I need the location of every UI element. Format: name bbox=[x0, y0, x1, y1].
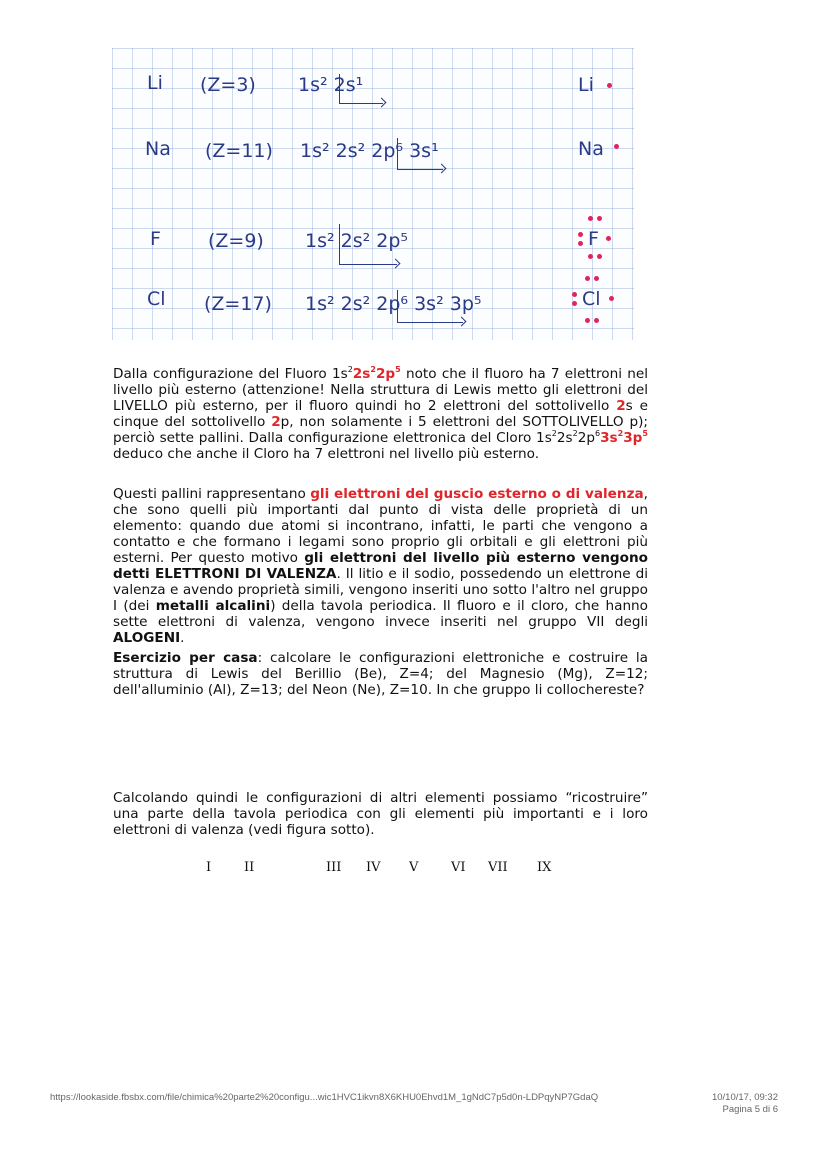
fig-li-symbol: Li bbox=[147, 72, 163, 94]
fig-cl-config: 1s² 2s² 2p⁶ 3s² 3p⁵ bbox=[305, 293, 482, 315]
fig-f-lewis: F bbox=[588, 228, 599, 250]
footer-url: https://lookaside.fbsbx.com/file/chimica%20parte2%20configu...wic1HVC1ikvn8X6KHU0Ehvd1M_1gNdC7p5d0n-LDPqyNP7GdaQ bbox=[50, 1092, 599, 1103]
group-label: IX bbox=[537, 860, 552, 875]
fig-li-z: (Z=3) bbox=[200, 74, 256, 96]
group-label: IV bbox=[366, 860, 381, 875]
group-label: III bbox=[326, 860, 342, 875]
lewis-dot bbox=[614, 144, 619, 149]
group-label: II bbox=[244, 860, 255, 875]
fig-na-config: 1s² 2s² 2p⁶ 3s¹ bbox=[300, 140, 439, 162]
group-label: VII bbox=[488, 860, 508, 875]
paragraph-valenza: Questi pallini rappresentano gli elettroni del guscio esterno o di valenza, che sono quelli più importanti dal punto di vista delle proprietà di un elemento: quando due atomi si incontrano, infatti, le parti che vengono a contatto e che formano i legami sono proprio gli orbitali e gli elettroni più esterni. Per questo motivo gli elettroni del livello più esterno vengono detti ELETTRONI DI VALENZA. Il litio e il sodio, possedendo un elettrone di valenza e avendo proprietà simili, vengono inseriti uno sotto l'altro nel gruppo I (dei metalli alcalini) della tavola periodica. Il fluoro e il cloro, che hanno sette elettroni di valenza, vengono invece inseriti nel gruppo VII degli ALOGENI. bbox=[113, 486, 649, 646]
fig-na-lewis: Na bbox=[578, 138, 604, 160]
group-label: VI bbox=[451, 860, 466, 875]
fig-cl-symbol: Cl bbox=[147, 288, 166, 310]
group-label: I bbox=[206, 860, 212, 875]
fig-cl-lewis: Cl bbox=[582, 288, 601, 310]
group-label: V bbox=[409, 860, 419, 875]
fig-li-arrow bbox=[339, 74, 340, 104]
paragraph-fluoro-cloro: Dalla configurazione del Fluoro $1s^22s^22p^5$ noto che il fluoro ha 7 elettroni nel livello più esterno (attenzione! Nella struttura di Lewis metto gli elettroni del LIVELLO più esterno, per il fluoro quindi ho 2 elettroni del sottolivello 2s e cinque del sottolivello 2p, non solamente i 5 elettroni del SOTTOLIVELLO p); perciò sette pallini. Dalla configurazione elettronica del Cloro $1s^22s^22p^63s^23p^5$ deduco che anche il Cloro ha 7 elettroni nel livello più esterno. bbox=[113, 365, 648, 462]
fig-li-config: 1s² 2s¹ bbox=[298, 74, 364, 96]
fig-li-lewis: Li bbox=[578, 74, 594, 96]
fig-na-z: (Z=11) bbox=[205, 140, 273, 162]
lewis-dot bbox=[607, 83, 612, 88]
fig-na-symbol: Na bbox=[145, 138, 171, 160]
fig-f-symbol: F bbox=[150, 228, 161, 250]
fig-cl-z: (Z=17) bbox=[204, 293, 272, 315]
footer-datetime: 10/10/17, 09:32 bbox=[711, 1092, 778, 1103]
paragraph-tavola: Calcolando quindi le configurazioni di altri elementi possiamo “ricostruire” una parte della tavola periodica con gli elementi più importanti e i loro elettroni di valenza (vedi figura sotto). bbox=[113, 790, 648, 838]
fig-f-config: 1s² 2s² 2p⁵ bbox=[305, 230, 409, 252]
paragraph-esercizio: Esercizio per casa: calcolare le configurazioni elettroniche e costruire la struttura di Lewis del Berillio (Be), Z=4; del Magnesio (Mg), Z=12; dell'alluminio (Al), Z=13; del Neon (Ne), Z=10. In che gruppo li collochereste? bbox=[113, 650, 649, 698]
footer-page-number: Pagina 5 di 6 bbox=[722, 1104, 778, 1115]
fig-f-z: (Z=9) bbox=[208, 230, 264, 252]
